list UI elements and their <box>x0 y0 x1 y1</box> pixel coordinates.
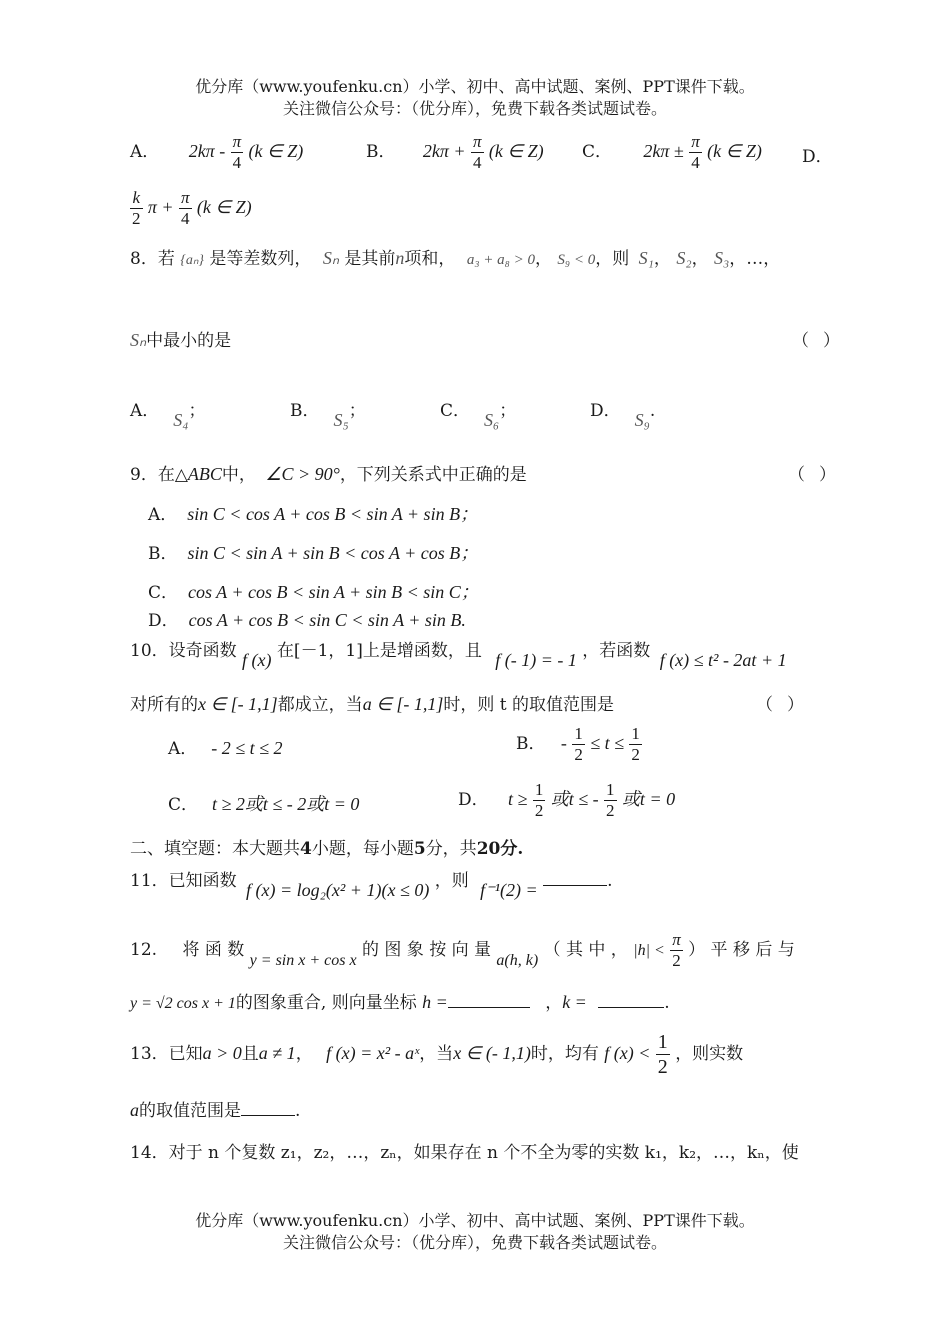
option-label: B． <box>366 142 396 162</box>
math-expr: 2kπ + <box>422 141 466 161</box>
q12-stem-line1: 12. 将 函 数 y = sin x + cos x 的 图 象 按 向 量 a(h, k) （ 其 中 ， |h| < $\frac{\pi}{2}$ ） 平 移 后 与 <box>130 930 795 970</box>
q10-stem-line1: 10．设奇函数 f (x) 在[－1，1]上是增函数，且 f (- 1) = - 1 ，若函数 f (x) ≤ t² - 2at + 1 <box>130 641 787 670</box>
q8-stem-line2: Sₙ中最小的是 <box>130 330 232 351</box>
math-expr: {aₙ} <box>180 253 205 268</box>
q9-option-d: D． cos A + cos B < sin C < sin A + sin B. <box>148 610 466 631</box>
q10-option-d: D． t ≥ $\frac{1}{2}$ 或t ≤ - $\frac{1}{2}$ 或t = 0 <box>458 780 676 820</box>
math-expr: (k ∈ Z) <box>248 141 304 161</box>
q13-stem-line2: a的取值范围是 . <box>130 1100 301 1121</box>
fraction-pi-4: $\frac{\pi}{4}$ <box>472 132 482 172</box>
q8-option-d: D． S₉. <box>590 401 656 430</box>
q8-stem-line1: 8．若 {aₙ} 是等差数列， Sₙ 是其前n项和， a₃ + a₈ > 0， S₉ < 0，则 S₁， S₂， S₃，…， <box>130 248 781 269</box>
q7-option-b <box>366 132 544 173</box>
q12-k-blank[interactable] <box>598 1007 664 1008</box>
q9-option-a: A． sin C < cos A + cos B < sin A + sin B； <box>148 504 479 525</box>
page-footer-line1: 优分库（www.youfenku.cn）小学、初中、高中试题、案例、PPT课件下载。 <box>195 1211 755 1230</box>
q10-option-c: C． t ≥ 2或t ≤ - 2或t = 0 <box>168 794 360 815</box>
q9-stem: 9．在△ABC中， ∠C > 90°，下列关系式中正确的是 <box>130 464 527 485</box>
q7-option-d-label: D． <box>802 147 833 167</box>
fraction-pi-4: $\frac{\pi}{4}$ <box>232 132 242 172</box>
math-expr: 2kπ ± <box>643 141 684 161</box>
q11-stem: 11．已知函数 f (x) = log₂(x² + 1)(x ≤ 0) ，则 f⁻¹(2) = . <box>130 871 613 900</box>
q10-stem-line2: 对所有的x ∈ [- 1,1]都成立，当a ∈ [- 1,1]时，则 t 的取值范围是 <box>130 694 615 715</box>
option-label: A． <box>130 142 160 162</box>
math-expr: (k ∈ Z) <box>707 141 762 161</box>
q7-option-d <box>130 188 252 229</box>
math-expr: (k ∈ Z) <box>196 197 252 217</box>
page-footer-line2: 关注微信公众号：（优分库），免费下载各类试题试卷。 <box>282 1233 667 1252</box>
q8-answer-paren: （） <box>792 331 854 351</box>
q13-answer-blank[interactable] <box>241 1115 295 1116</box>
math-expr: π + <box>147 197 174 217</box>
q13-stem-line1: 13．已知a > 0且a ≠ 1， f (x) = x² - aˣ，当x ∈ (- 1,1)时，均有 f (x) < $\frac{1}{2}$ ，则实数 <box>130 1031 744 1078</box>
option-label: C． <box>582 142 613 162</box>
q8-option-c: C． S₆； <box>440 401 517 430</box>
q10-option-b: B． - $\frac{1}{2}$ ≤ t ≤ $\frac{1}{2}$ <box>516 724 640 764</box>
q11-answer-blank[interactable] <box>543 885 607 886</box>
q8-option-b: B． S₅； <box>290 401 366 430</box>
q10-answer-paren: （） <box>756 695 818 715</box>
fraction-k-2: $\frac{k}{2}$ <box>132 188 141 228</box>
math-expr: 2kπ - <box>188 141 226 161</box>
q9-answer-paren: （） <box>788 465 850 485</box>
fraction-pi-4: $\frac{\pi}{4}$ <box>691 132 700 172</box>
q9-option-c: C． cos A + cos B < sin A + sin B < sin C； <box>148 582 479 603</box>
q7-option-a <box>130 132 303 173</box>
page-header-line1: 优分库（www.youfenku.cn）小学、初中、高中试题、案例、PPT课件下载。 <box>195 77 755 96</box>
math-expr: (k ∈ Z) <box>488 141 544 161</box>
q10-option-a: A． - 2 ≤ t ≤ 2 <box>168 738 283 759</box>
q8-option-a: A． S₄； <box>130 401 206 430</box>
q9-option-b: B． sin C < sin A + sin B < cos A + cos B； <box>148 543 479 564</box>
fraction-pi-4: $\frac{\pi}{4}$ <box>180 188 190 228</box>
q12-h-blank[interactable] <box>448 1007 530 1008</box>
q14-stem: 14．对于 n 个复数 z₁，z₂，…，zₙ，如果存在 n 个不全为零的实数 k₁，k₂，…，kₙ，使 <box>130 1143 799 1163</box>
section-heading-fill-in: 二、填空题：本大题共4小题，每小题5分，共20分. <box>130 839 524 859</box>
q12-stem-line2: y = √2 cos x + 1的图象重合, 则向量坐标 h = ，k = . <box>130 992 670 1013</box>
page-header-line2: 关注微信公众号：（优分库），免费下载各类试题试卷。 <box>282 99 667 118</box>
q7-option-c <box>582 132 762 173</box>
